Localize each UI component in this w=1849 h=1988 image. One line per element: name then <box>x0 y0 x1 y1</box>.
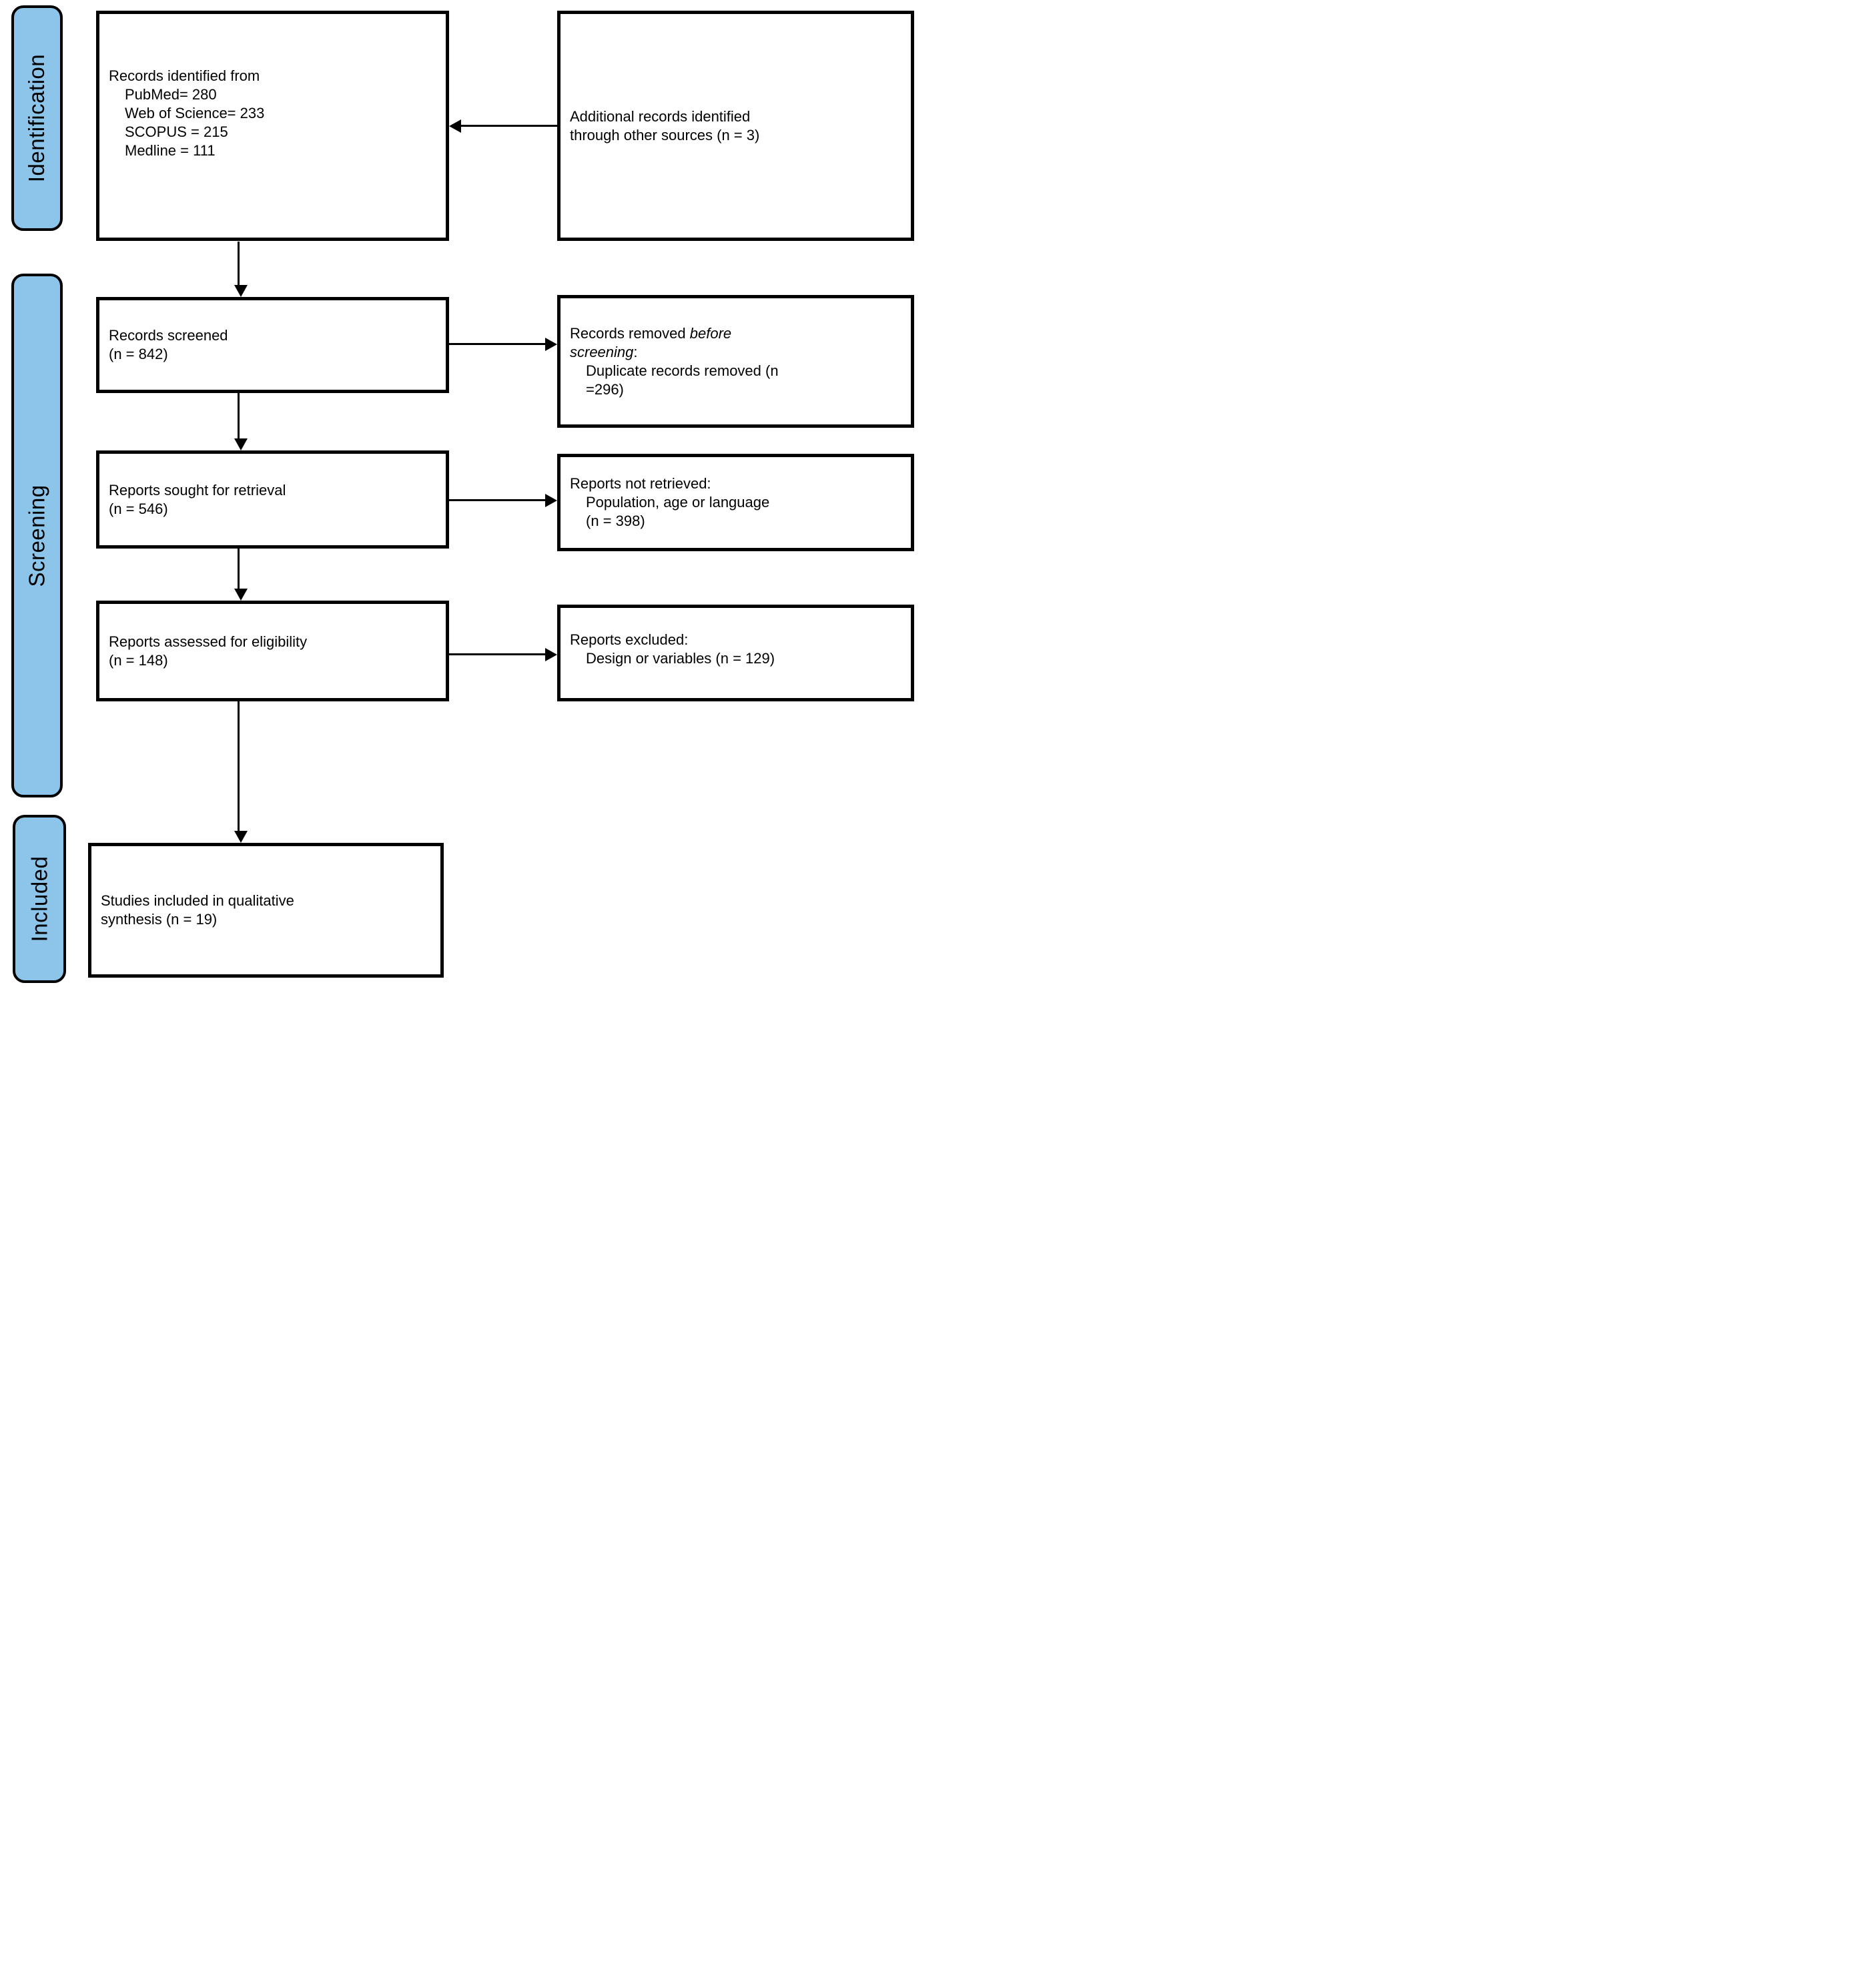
records-removed-line2 <box>570 343 901 362</box>
records-removed-line1-italic: before <box>689 324 732 342</box>
records-identified-source-wos: Web of Science= 233 <box>125 104 265 121</box>
box-records-screened <box>96 297 449 393</box>
phase-tab-included-label: Included <box>27 856 52 942</box>
reports-sought-line2: (n = 546) <box>109 500 168 517</box>
prisma-flow-diagram <box>0 0 925 994</box>
reports-excluded-line1: Reports excluded: <box>570 631 689 648</box>
box-reports-excluded <box>557 605 914 701</box>
additional-records-line2: through other sources (n = 3) <box>570 126 760 143</box>
box-reports-not-retrieved <box>557 454 914 551</box>
arrow-additional-to-identified <box>461 125 557 127</box>
reports-assessed-line1: Reports assessed for eligibility <box>109 633 308 650</box>
records-screened-line2: (n = 842) <box>109 346 168 362</box>
reports-sought-line1: Reports sought for retrieval <box>109 481 286 499</box>
records-removed-line2-italic: screening <box>570 343 634 360</box>
phase-tab-screening-label: Screening <box>24 484 49 587</box>
arrow-screened-to-sought <box>238 393 240 438</box>
records-removed-detail-line1: Duplicate records removed (n <box>586 362 779 379</box>
phase-tab-identification-label: Identification <box>24 53 49 183</box>
records-removed-line1 <box>570 324 901 343</box>
arrow-assessed-to-excluded <box>449 653 545 655</box>
box-reports-assessed <box>96 601 449 701</box>
records-removed-line1-regular: Records removed <box>570 324 690 342</box>
phase-tab-screening <box>11 274 63 797</box>
arrow-sought-to-assessed <box>238 549 240 589</box>
reports-not-retrieved-line1: Reports not retrieved: <box>570 475 711 492</box>
additional-records-line1: Additional records identified <box>570 107 751 125</box>
studies-included-line2: synthesis (n = 19) <box>101 911 218 928</box>
arrow-assessed-to-included <box>238 701 240 831</box>
arrow-screened-to-removed <box>449 343 545 345</box>
arrow-sought-to-not-retrieved <box>449 499 545 501</box>
records-screened-line1: Records screened <box>109 327 228 344</box>
box-reports-sought <box>96 450 449 549</box>
box-additional-records <box>557 11 914 241</box>
phase-tab-included <box>13 815 66 983</box>
reports-not-retrieved-detail-line1: Population, age or language <box>586 494 770 511</box>
reports-excluded-detail-line1: Design or variables (n = 129) <box>586 649 775 667</box>
box-records-removed <box>557 295 914 428</box>
box-studies-included <box>88 843 444 978</box>
records-removed-line2-regular: : <box>633 343 638 360</box>
records-removed-detail-line2: =296) <box>586 380 624 398</box>
records-identified-source-medline: Medline = 111 <box>125 141 216 159</box>
arrow-identified-to-screened <box>238 242 240 285</box>
records-identified-title: Records identified from <box>109 67 260 84</box>
phase-tab-identification <box>11 5 63 231</box>
studies-included-line1: Studies included in qualitative <box>101 892 294 909</box>
box-records-identified <box>96 11 449 241</box>
records-identified-source-pubmed: PubMed= 280 <box>125 85 217 103</box>
reports-assessed-line2: (n = 148) <box>109 651 168 669</box>
records-identified-source-scopus: SCOPUS = 215 <box>125 123 228 140</box>
reports-not-retrieved-detail-line2: (n = 398) <box>586 513 645 529</box>
